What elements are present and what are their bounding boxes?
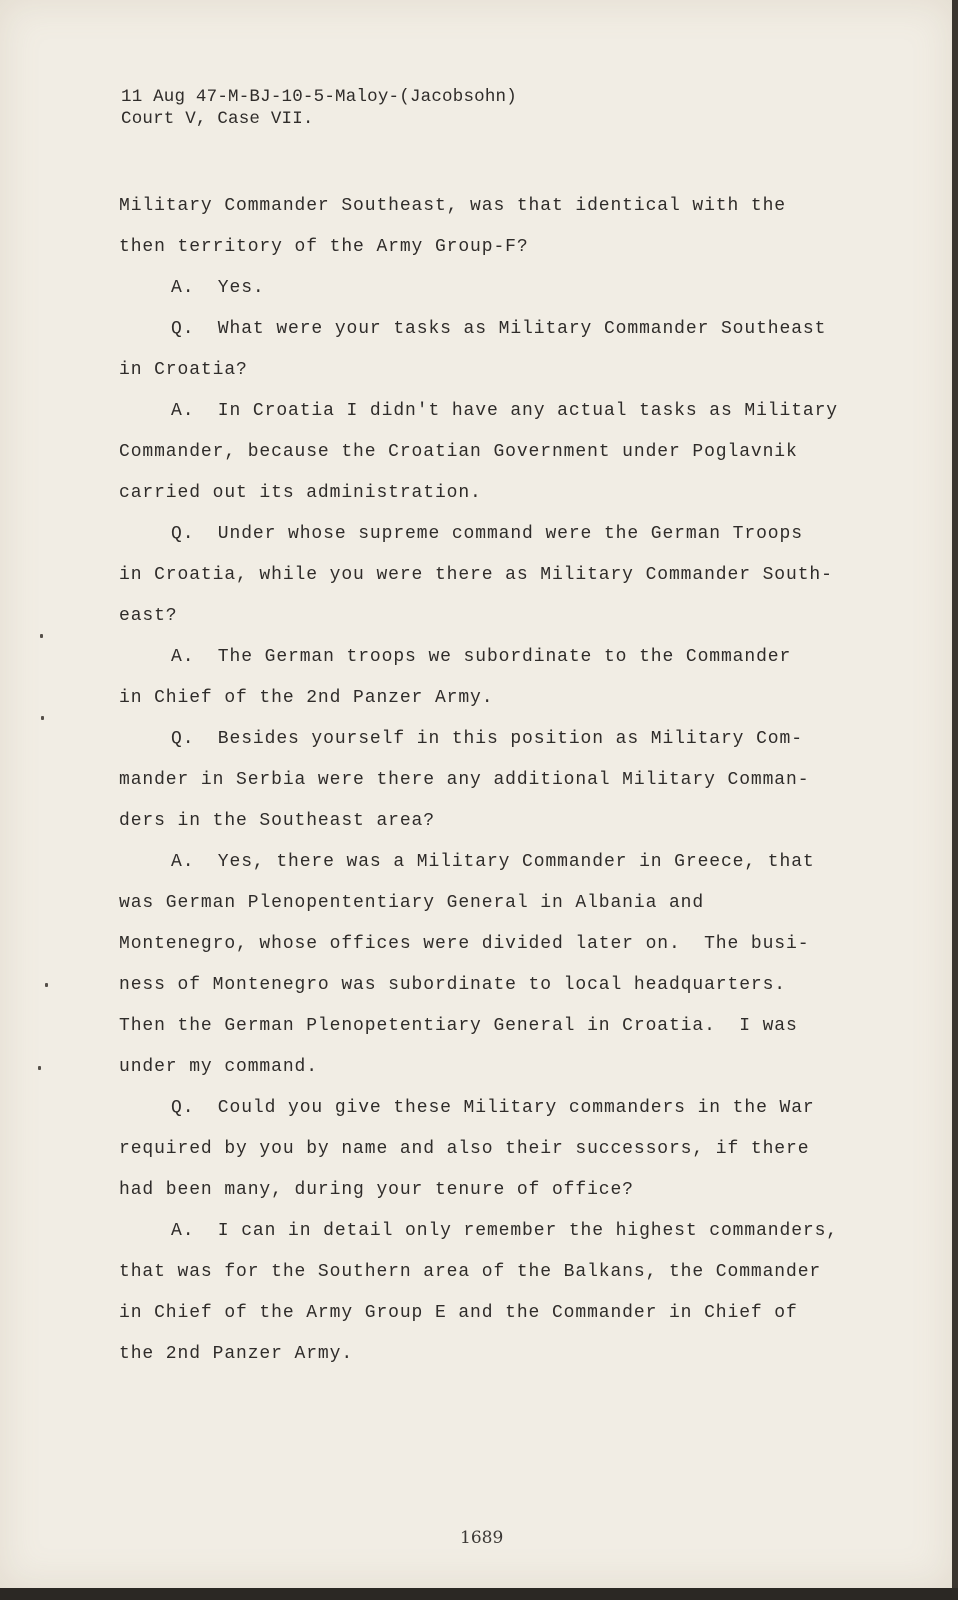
transcript-line: ders in the Southeast area? (119, 811, 435, 831)
document-header (121, 86, 517, 130)
margin-mark (45, 983, 48, 987)
transcript-line: Q. Could you give these Military commanders in the War (171, 1098, 815, 1118)
transcript-line: Montenegro, whose offices were divided later on. The busi- (119, 934, 810, 954)
transcript-line: Commander, because the Croatian Government under Poglavnik (119, 442, 798, 462)
transcript-line: the 2nd Panzer Army. (119, 1344, 354, 1364)
transcript-line: Q. What were your tasks as Military Commander Southeast (171, 319, 827, 339)
transcript-line: ness of Montenegro was subordinate to local headquarters. (119, 975, 786, 995)
transcript-line: in Croatia? (119, 360, 248, 380)
transcript-line: Q. Under whose supreme command were the German Troops (171, 524, 803, 544)
transcript-line: in Chief of the 2nd Panzer Army. (119, 688, 494, 708)
transcript-line: Military Commander Southeast, was that identical with the (119, 196, 786, 216)
transcript-line: had been many, during your tenure of office? (119, 1180, 634, 1200)
transcript-line: A. I can in detail only remember the highest commanders, (171, 1221, 838, 1241)
transcript-line: carried out its administration. (119, 483, 482, 503)
transcript-line: then territory of the Army Group-F? (119, 237, 529, 257)
transcript-line: Then the German Plenopetentiary General in Croatia. I was (119, 1016, 798, 1036)
transcript-line: A. In Croatia I didn't have any actual tasks as Military (171, 401, 838, 421)
margin-mark (40, 634, 43, 638)
page-number: 1689 (460, 1528, 504, 1548)
transcript-line: in Croatia, while you were there as Military Commander South- (119, 565, 833, 585)
transcript-line: east? (119, 606, 178, 626)
transcript-line: required by you by name and also their successors, if there (119, 1139, 810, 1159)
transcript-line: in Chief of the Army Group E and the Commander in Chief of (119, 1303, 798, 1323)
transcript-body (119, 186, 879, 1375)
transcript-line: Q. Besides yourself in this position as Military Com- (171, 729, 803, 749)
transcript-line: A. The German troops we subordinate to the Commander (171, 647, 792, 667)
header-court-line: Court V, Case VII. (121, 109, 314, 129)
transcript-line: A. Yes, there was a Military Commander in Greece, that (171, 852, 815, 872)
transcript-line: was German Plenopententiary General in Albania and (119, 893, 705, 913)
scan-edge-bottom (0, 1588, 958, 1600)
transcript-line: under my command. (119, 1057, 318, 1077)
transcript-line: A. Yes. (171, 278, 265, 298)
margin-mark (41, 716, 44, 720)
scan-edge-right (952, 0, 958, 1600)
transcript-line: that was for the Southern area of the Balkans, the Commander (119, 1262, 822, 1282)
header-reference-line: 11 Aug 47-M-BJ-10-5-Maloy-(Jacobsohn) (121, 87, 517, 107)
margin-mark (38, 1066, 41, 1070)
transcript-line: mander in Serbia were there any additional Military Comman- (119, 770, 810, 790)
